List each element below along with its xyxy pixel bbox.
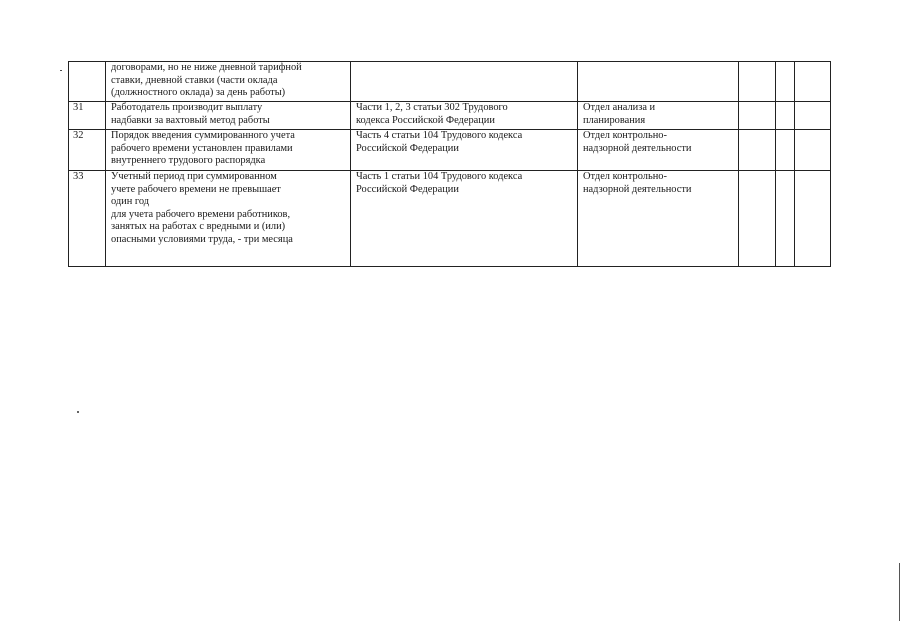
scan-edge-mark (899, 563, 900, 621)
requirement-text: один год (111, 196, 150, 208)
department-cell (578, 102, 739, 130)
requirement-text: опасными условиями труда, - три месяца (111, 233, 293, 245)
scan-speck (60, 70, 62, 71)
reference-text: Часть 4 статьи 104 Трудового кодекса (356, 130, 523, 141)
requirement-cell (106, 171, 351, 267)
table-row (69, 102, 831, 130)
department-cell (578, 62, 739, 102)
requirement-text: занятых на работах с вредными и (или) (111, 221, 286, 233)
reference-text: кодекса Российской Федерации (356, 114, 495, 126)
requirements-table (68, 61, 831, 267)
row-number-cell: 32 (69, 130, 106, 171)
answer-cell-yes (739, 102, 776, 130)
answer-cell-no (776, 62, 795, 102)
requirement-text: договорами, но не ниже дневной тарифной (111, 62, 302, 73)
requirement-text: Работодатель производит выплату (111, 102, 263, 113)
reference-cell (351, 62, 578, 102)
table-row (69, 171, 831, 267)
requirement-cell (106, 102, 351, 130)
department-text: планирования (583, 114, 646, 126)
department-text: Отдел контрольно- (583, 171, 667, 182)
requirement-text: надбавки за вахтовый метод работы (111, 114, 270, 126)
table-row (69, 62, 831, 102)
requirement-text: для учета рабочего времени работников, (111, 208, 291, 220)
reference-cell (351, 102, 578, 130)
requirement-text: учете рабочего времени не превышает (111, 183, 281, 195)
row-number-cell (69, 62, 106, 102)
table-row (69, 130, 831, 171)
reference-text: Часть 1 статьи 104 Трудового кодекса (356, 171, 523, 182)
department-text: Отдел контрольно- (583, 130, 667, 141)
reference-cell (351, 130, 578, 171)
department-text: надзорной деятельности (583, 142, 692, 154)
row-number-cell: 33 (69, 171, 106, 267)
requirement-cell (106, 130, 351, 171)
answer-cell-no (776, 171, 795, 267)
requirement-text: Учетный период при суммированном (111, 171, 277, 182)
department-cell (578, 130, 739, 171)
requirement-cell (106, 62, 351, 102)
answer-cell-yes (739, 62, 776, 102)
answer-cell-na (795, 130, 831, 171)
answer-cell-yes (739, 171, 776, 267)
answer-cell-na (795, 171, 831, 267)
department-text: Отдел анализа и (583, 102, 656, 113)
answer-cell-no (776, 130, 795, 171)
department-text: надзорной деятельности (583, 183, 692, 195)
answer-cell-na (795, 102, 831, 130)
answer-cell-no (776, 102, 795, 130)
requirement-text: Порядок введения суммированного учета (111, 130, 295, 141)
answer-cell-na (795, 62, 831, 102)
answer-cell-yes (739, 130, 776, 171)
department-cell (578, 171, 739, 267)
requirement-text: внутреннего трудового распорядка (111, 155, 266, 167)
scan-speck (77, 411, 79, 413)
row-number-cell: 31 (69, 102, 106, 130)
requirement-text: (должностного оклада) за день работы) (111, 87, 286, 99)
reference-text: Российской Федерации (356, 183, 459, 195)
reference-text: Российской Федерации (356, 142, 459, 154)
reference-text: Части 1, 2, 3 статьи 302 Трудового (356, 102, 508, 113)
reference-cell (351, 171, 578, 267)
requirement-text: рабочего времени установлен правилами (111, 142, 293, 154)
requirement-text: ставки, дневной ставки (части оклада (111, 74, 278, 86)
